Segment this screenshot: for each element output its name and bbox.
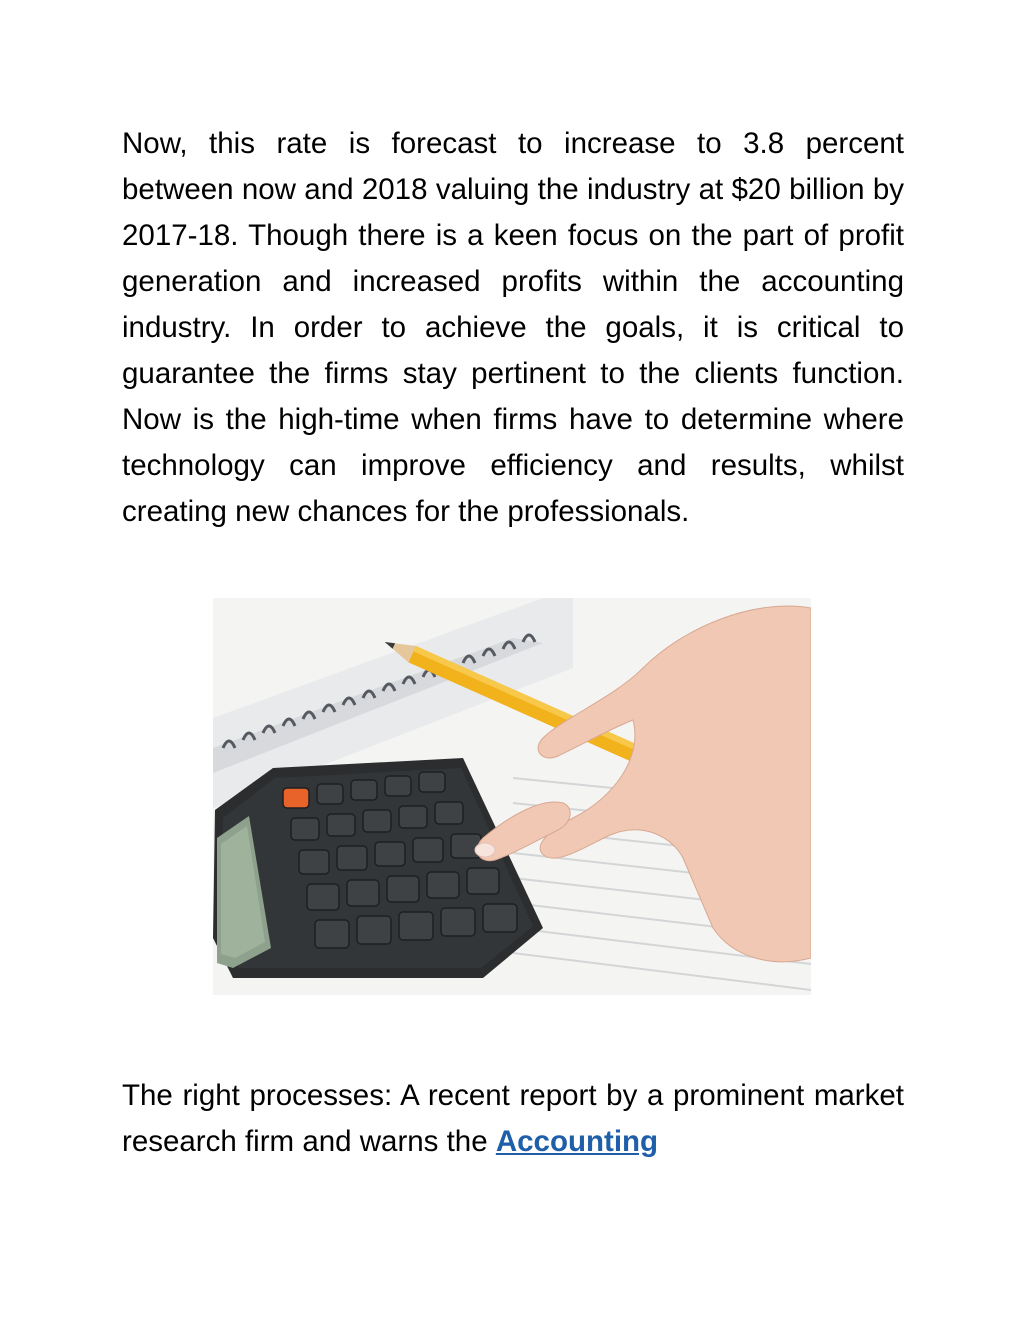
- calculator-illustration: [213, 598, 811, 995]
- body-paragraph: Now, this rate is forecast to increase to 3.8 percent between now and 2018 valuing the industry at $20 billion by 2017-18. Though there is a keen focus on the part of profit generation and increased profits within the accounting industry. In order to achieve the goals, it is critical to guarantee the firms stay pertinent to the clients function. Now is the high-time when firms have to determine where technology can improve efficiency and results, whilst creating new chances for the professionals.: [122, 127, 904, 528]
- calculator-photo: [213, 598, 811, 995]
- body-paragraph-2: [122, 1073, 904, 1165]
- paragraph-2-text: The right processes: A recent report by a prominent market research firm and warns the: [122, 1079, 904, 1158]
- accounting-link[interactable]: Accounting: [495, 1125, 659, 1158]
